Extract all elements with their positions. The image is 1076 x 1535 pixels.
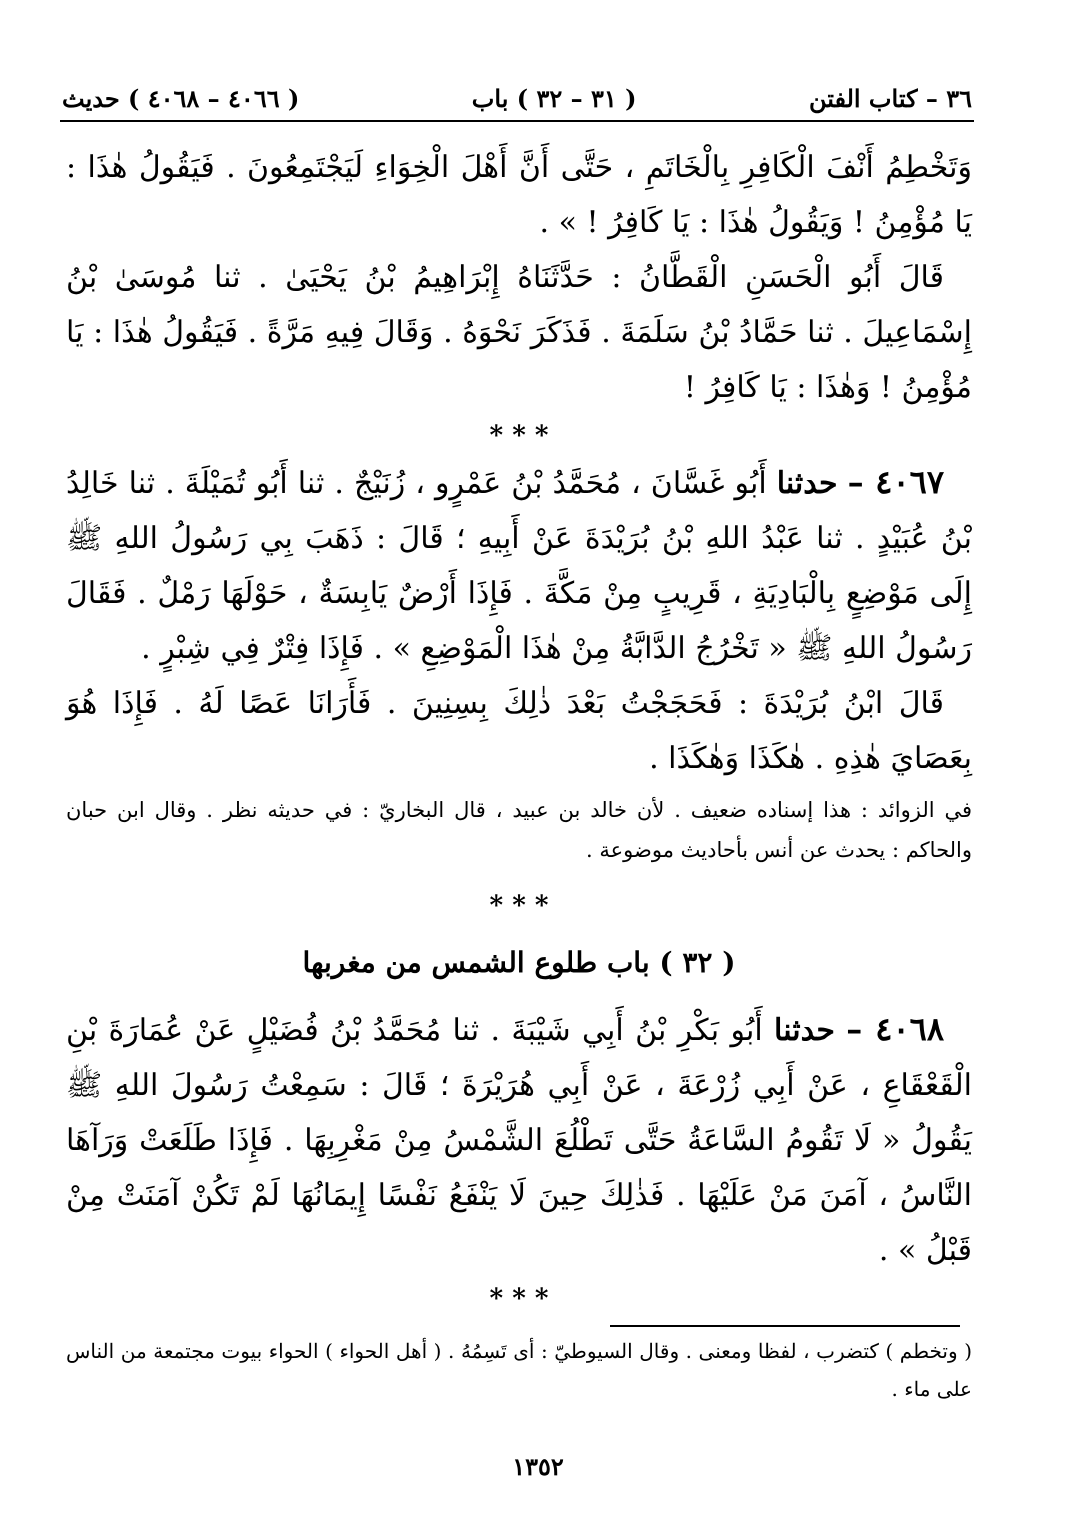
- page-number: ١٣٥٢: [512, 1452, 564, 1481]
- paragraph-1: وَتَخْطِمُ أَنْفَ الْكَافِرِ بِالْخَاتَمِ ، حَتَّى أَنَّ أَهْلَ الْخِوَاءِ لَيَجْتَمِعُونَ . فَيَقُولُ هٰذَا : يَا مُؤْمِنُ ! وَيَقُولُ هٰذَا : يَا كَافِرُ ! » .: [66, 150, 972, 240]
- haddathana-word: حدثنا: [776, 466, 838, 501]
- separator-stars-3: * * *: [489, 1284, 549, 1314]
- footnote-rule: [610, 1325, 960, 1327]
- chapter-heading: ( ٣٢ ) باب طلوع الشمس من مغربها: [302, 946, 736, 979]
- separator-stars-2: * * *: [489, 891, 549, 921]
- separator-stars-1: * * *: [489, 421, 549, 451]
- hadith-number: ٤٠٦٨ –: [846, 1010, 944, 1048]
- paragraph-ibn-buraida: قَالَ ابْنُ بُرَيْدَةَ : فَحَجَجْتُ بَعْدَ ذٰلِكَ بِسِنِينَ . فَأَرَانَا عَصًا لَهُ . فَإِذَا هُوَ بِعَصَايَ هٰذِهِ . هٰكَذَا وَهٰكَذَا .: [66, 686, 972, 776]
- hadith-text: أَبُو بَكْرِ بْنُ أَبِي شَيْبَةَ . ثنا مُحَمَّدُ بْنُ فُضَيْلٍ عَنْ عُمَارَةَ بْنِ الْقَعْقَاعِ ، عَنْ أَبِي زُرْعَةَ ، عَنْ أَبِي هُرَيْرَةَ ؛ قَالَ : سَمِعْتُ رَسُولَ اللهِ ﷺ يَقُولُ « لَا تَقُومُ السَّاعَةُ حَتَّى تَطْلُعَ الشَّمْسُ مِنْ مَغْرِبِهَا . فَإِذَا طَلَعَتْ وَرَآهَا النَّاسُ ، آمَنَ مَنْ عَلَيْهَا . فَذٰلِكَ حِينَ لَا يَنْفَعُ نَفْسًا إِيمَانُهَا لَمْ تَكُنْ آمَنَتْ مِنْ قَبْلُ » .: [66, 1013, 973, 1268]
- hadith-range: ( ٤٠٦٦ – ٤٠٦٨ ) حديث: [62, 83, 300, 113]
- running-header: [62, 78, 972, 118]
- haddathana-word: حدثنا: [774, 1013, 835, 1048]
- running-title: ٣٦ – كتاب الفتن: [808, 83, 972, 113]
- paragraph-2: قَالَ أَبُو الْحَسَنِ الْقَطَّانُ : حَدَّثَنَاهُ إِبْرَاهِيمُ بْنُ يَحْيَىٰ . ثنا مُوسَىٰ بْنُ إِسْمَاعِيلَ . ثنا حَمَّادُ بْنُ سَلَمَةَ . فَذَكَرَ نَحْوَهُ . وَقَالَ فِيهِ مَرَّةً . فَيَقُولُ هٰذَا : يَا مُؤْمِنُ ! وَهٰذَا : يَا كَافِرُ !: [66, 260, 972, 405]
- hadith-4067: [66, 455, 972, 676]
- zawaid-note: في الزوائد : هذا إسناده ضعيف . لأن خالد بن عبيد ، قال البخاريّ : في حديثه نظر . وقال ابن حبان والحاكم : يحدث عن أنس بأحاديث موضوعة .: [66, 798, 972, 862]
- page-body: [66, 140, 972, 1318]
- hadith-number: ٤٠٦٧ –: [847, 463, 944, 501]
- footnote: ( وتخطم ) كتضرب ، لفظا ومعنى . وقال السيوطيّ : أى تَسِمُهُ . ( أهل الحواء ) الحواء بيوت مجتمعة من الناس على ماء .: [66, 1339, 972, 1401]
- bab-range: ( ٣١ – ٣٢ ) باب: [471, 83, 637, 113]
- header-rule: [60, 120, 974, 122]
- hadith-text: أَبُو غَسَّانَ ، مُحَمَّدُ بْنُ عَمْرٍو ، زُنَيْجٌ . ثنا أَبُو تُمَيْلَةَ . ثنا خَالِدُ بْنُ عُبَيْدٍ . ثنا عَبْدُ اللهِ بْنُ بُرَيْدَةَ عَنْ أَبِيهِ ؛ قَالَ : ذَهَبَ بِي رَسُولُ اللهِ ﷺ إِلَى مَوْضِعٍ بِالْبَادِيَةِ ، قَرِيبٍ مِنْ مَكَّةَ . فَإِذَا أَرْضٌ يَابِسَةٌ ، حَوْلَهَا رَمْلٌ . فَقَالَ رَسُولُ اللهِ ﷺ « تَخْرُجُ الدَّابَّةُ مِنْ هٰذَا الْمَوْضِعِ » . فَإِذَا فِتْرٌ فِي شِبْرٍ .: [66, 466, 973, 666]
- hadith-4068: [66, 1002, 972, 1278]
